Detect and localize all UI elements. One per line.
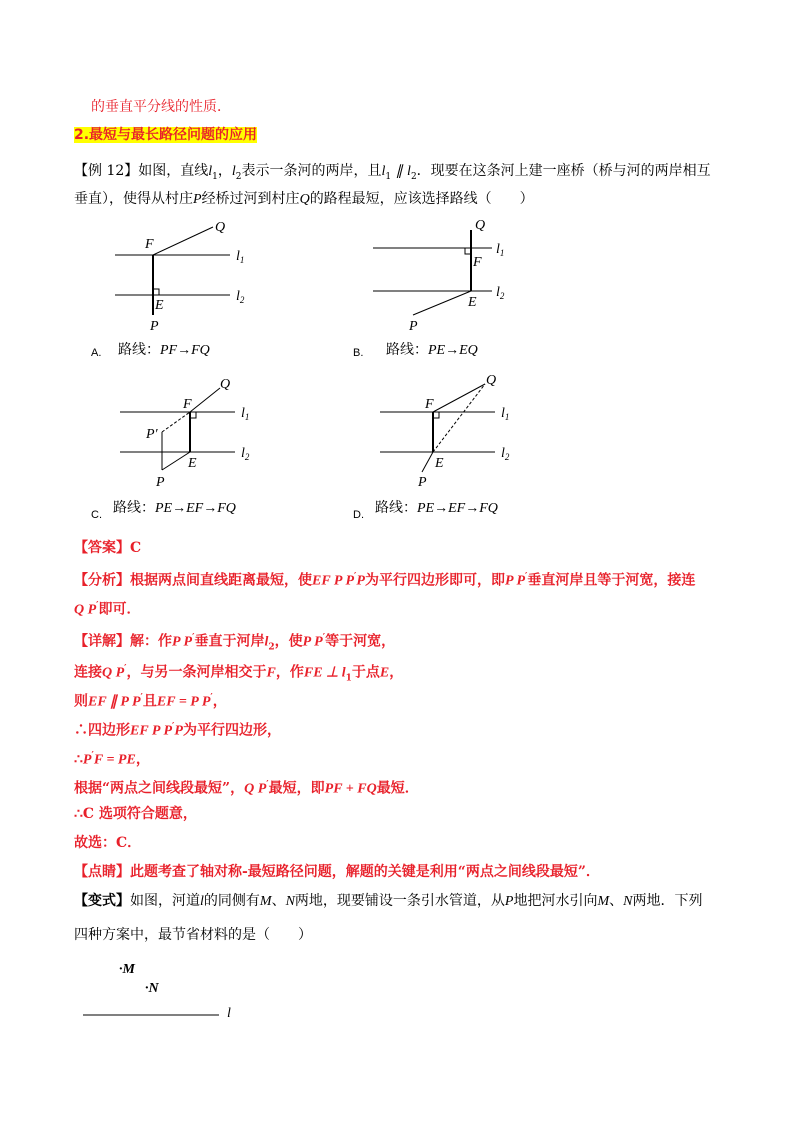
comment-text: 此题考查了轴对称-最短路径问题，解题的关键是利用“两点之间线段最短”． bbox=[130, 864, 600, 880]
detail-text: 于点 bbox=[351, 664, 380, 681]
example-text: 经桥过河到村庄 bbox=[201, 191, 300, 207]
detail-text: ， bbox=[389, 664, 404, 681]
prime: ′ bbox=[210, 693, 213, 703]
label-l2: $l_2$ bbox=[241, 446, 250, 462]
label-n: ·N bbox=[145, 981, 159, 996]
math: P bbox=[356, 573, 365, 589]
math: l bbox=[264, 634, 269, 650]
example-text: 如图，直线 bbox=[138, 163, 209, 179]
example-text: ， bbox=[217, 163, 232, 179]
label-l1: $l_1$ bbox=[236, 249, 245, 265]
line-l2: l bbox=[407, 164, 411, 179]
figure-c bbox=[110, 372, 270, 497]
label-e: E bbox=[435, 456, 444, 471]
label-l: l bbox=[227, 1006, 231, 1021]
variant-text: 两地，现要铺设一条引水管道，从 bbox=[294, 893, 505, 909]
example-tag: 【例 12】 bbox=[74, 163, 139, 179]
figure-a bbox=[105, 215, 265, 340]
detail-line-2 bbox=[74, 659, 403, 688]
label-l2: $l_2$ bbox=[501, 446, 510, 462]
prime: ′ bbox=[172, 722, 175, 732]
detail-line-5 bbox=[74, 746, 150, 771]
route: PF→FQ bbox=[160, 343, 210, 358]
prime: ′ bbox=[140, 693, 143, 703]
subscript: 1 bbox=[385, 171, 392, 182]
detail-text: 垂直于河岸 bbox=[194, 633, 265, 650]
option-a-letter[interactable]: A. bbox=[91, 347, 102, 359]
label-f: F bbox=[473, 255, 482, 270]
variant-text: 如图，河道 bbox=[130, 893, 200, 909]
detail-text: 为平行四边形， bbox=[182, 722, 281, 739]
example-text: 的路程最短，应该选择路线（ ） bbox=[309, 191, 534, 207]
prime: ′ bbox=[91, 751, 94, 761]
label-p: P bbox=[156, 475, 165, 490]
label-l2: $l_2$ bbox=[236, 289, 245, 305]
math: EF P P bbox=[312, 573, 355, 589]
example-line-2 bbox=[74, 189, 534, 210]
detail-tag: 【详解】 bbox=[74, 633, 130, 650]
prime: ′ bbox=[266, 780, 269, 790]
detail-text: ，使 bbox=[274, 633, 303, 650]
line-l1: l bbox=[208, 164, 213, 179]
math: P P bbox=[302, 634, 323, 650]
parallel-symbol: ∥ bbox=[395, 164, 403, 179]
detail-text: ∴ bbox=[74, 751, 83, 768]
caption-prefix: 路线： bbox=[113, 500, 155, 516]
detail-line-3 bbox=[74, 688, 227, 713]
label-l1: $l_1$ bbox=[496, 242, 505, 258]
detail-text: 根据“两点之间线段最短”， bbox=[74, 780, 245, 797]
example-line-1 bbox=[74, 161, 711, 187]
label-l1: $l_1$ bbox=[501, 406, 510, 422]
dashed-p-prime-f bbox=[162, 412, 190, 432]
answer-line bbox=[74, 538, 141, 558]
math: P P bbox=[504, 573, 526, 589]
variant-tag: 【变式】 bbox=[74, 893, 130, 909]
option-a-caption bbox=[118, 339, 210, 359]
math: EF P P bbox=[130, 723, 173, 739]
label-m: ·M bbox=[119, 962, 135, 977]
analysis-text: 根据两点间直线距离最短，使 bbox=[130, 572, 312, 589]
detail-text: 则 bbox=[74, 693, 88, 710]
segment-pe bbox=[413, 291, 471, 315]
segment-pe bbox=[162, 452, 190, 470]
detail-text: 解：作 bbox=[130, 633, 172, 650]
option-d-caption bbox=[375, 497, 498, 517]
label-p-prime: P′ bbox=[146, 427, 158, 442]
label-p: P bbox=[409, 319, 418, 334]
detail-text: 且 bbox=[142, 693, 157, 710]
option-b-letter[interactable]: B. bbox=[353, 347, 364, 359]
detail-text: 连接 bbox=[74, 664, 102, 681]
segment-fq bbox=[433, 384, 485, 412]
subscript: 1 bbox=[345, 673, 352, 684]
math: Q P bbox=[102, 665, 125, 681]
subscript: 2 bbox=[410, 171, 417, 182]
line-l1: l bbox=[381, 164, 386, 179]
label-f: F bbox=[425, 397, 434, 412]
example-text: 表示一条河的两岸，且 bbox=[241, 163, 382, 179]
math: P bbox=[174, 723, 183, 739]
analysis-text: 即可． bbox=[98, 601, 141, 618]
math: N bbox=[623, 894, 633, 909]
math: Q P bbox=[74, 602, 97, 618]
math: N bbox=[285, 894, 295, 909]
option-c-caption bbox=[113, 497, 236, 517]
analysis-text: 垂直河岸且等于河宽，接连 bbox=[527, 572, 696, 589]
math: M bbox=[597, 894, 610, 909]
variant-line-1 bbox=[74, 891, 702, 912]
detail-line-6 bbox=[74, 775, 419, 800]
line-l2: l bbox=[231, 164, 236, 179]
detail-text: 等于河宽， bbox=[325, 633, 396, 650]
detail-text: ， bbox=[135, 751, 150, 768]
route: PE→EF→FQ bbox=[155, 501, 236, 516]
math: P bbox=[82, 752, 92, 768]
detail-text: ，与另一条河岸相交于 bbox=[126, 664, 267, 681]
math: F = PE bbox=[93, 752, 136, 768]
segment-fq bbox=[190, 388, 220, 412]
variant-text: 的同侧有 bbox=[203, 893, 260, 909]
prime: ′ bbox=[192, 633, 195, 643]
label-f: F bbox=[145, 237, 154, 252]
route: PE→EF→FQ bbox=[417, 501, 498, 516]
example-text: 垂直），使得从村庄 bbox=[74, 191, 193, 207]
math: EF = P P bbox=[156, 694, 211, 710]
math: Q P bbox=[244, 781, 267, 797]
caption-prefix: 路线： bbox=[118, 342, 160, 358]
analysis-line-1 bbox=[74, 567, 695, 592]
detail-line-4 bbox=[74, 717, 281, 742]
label-q: Q bbox=[215, 220, 226, 235]
comment-line bbox=[74, 862, 600, 882]
section-title-text: 2.最短与最长路径问题的应用 bbox=[74, 127, 258, 143]
subscript: 2 bbox=[268, 642, 275, 653]
answer-tag: 【答案】 bbox=[74, 540, 130, 556]
option-c-letter[interactable]: C. bbox=[91, 509, 102, 521]
variant-text: 、 bbox=[271, 893, 286, 909]
math: M bbox=[259, 894, 272, 909]
analysis-line-2 bbox=[74, 596, 141, 621]
caption-prefix: 路线： bbox=[375, 500, 417, 516]
subscript: 2 bbox=[235, 171, 242, 182]
analysis-text: 为平行四边形即可，即 bbox=[364, 572, 505, 589]
caption-prefix: 路线： bbox=[386, 342, 428, 358]
segment-pe bbox=[422, 452, 433, 472]
prime: ′ bbox=[322, 633, 326, 643]
detail-line-7: ∴C 选项符合题意， bbox=[74, 806, 197, 822]
math: EF ∥ P P bbox=[88, 694, 141, 710]
label-p: P bbox=[150, 319, 159, 334]
variant-figure bbox=[75, 955, 255, 1025]
label-e: E bbox=[155, 298, 164, 313]
segment-fq bbox=[153, 227, 213, 255]
comment-tag: 【点睛】 bbox=[74, 864, 130, 880]
detail-text: 最短． bbox=[376, 780, 419, 797]
label-l1: $l_1$ bbox=[241, 406, 250, 422]
variant-text: 、 bbox=[609, 893, 624, 909]
variant-text: 地把河水引向 bbox=[513, 893, 598, 909]
math: P bbox=[504, 894, 514, 909]
variant-line-2: 四种方案中，最节省材料的是（ ） bbox=[74, 927, 312, 943]
subscript: 1 bbox=[212, 171, 218, 182]
route: PE→EQ bbox=[428, 343, 478, 358]
analysis-tag: 【分析】 bbox=[74, 572, 130, 589]
math: PF + FQ bbox=[324, 781, 377, 797]
label-q: Q bbox=[475, 218, 486, 233]
figure-d bbox=[370, 372, 530, 497]
example-text: ．现要在这条河上建一座桥（桥与河的两岸相互 bbox=[416, 163, 711, 179]
intro-tail: 的垂直平分线的性质． bbox=[91, 99, 231, 115]
section-title bbox=[74, 125, 257, 145]
label-q: Q bbox=[220, 377, 231, 392]
label-e: E bbox=[188, 456, 197, 471]
prime: ′ bbox=[354, 572, 357, 582]
math: FE ⊥ l bbox=[303, 665, 346, 681]
math: l bbox=[200, 894, 204, 909]
label-l2: $l_2$ bbox=[496, 285, 505, 301]
math: E bbox=[379, 665, 390, 681]
option-d-letter[interactable]: D. bbox=[353, 509, 364, 521]
point-q: Q bbox=[299, 192, 310, 207]
detail-text: ， bbox=[212, 693, 227, 710]
label-f: F bbox=[183, 397, 192, 412]
label-e: E bbox=[468, 295, 477, 310]
point-p: P bbox=[193, 192, 202, 207]
detail-line-1 bbox=[74, 628, 395, 657]
math: F bbox=[266, 665, 276, 681]
detail-text: ∴四边形 bbox=[74, 722, 130, 739]
prime: ′ bbox=[525, 572, 528, 582]
math: P P bbox=[172, 634, 193, 650]
answer-value: C bbox=[130, 540, 142, 556]
figure-b bbox=[365, 210, 530, 340]
prime: ′ bbox=[96, 601, 99, 611]
prime: ′ bbox=[124, 664, 127, 674]
detail-text: 最短，即 bbox=[268, 780, 325, 797]
label-q: Q bbox=[486, 373, 497, 388]
option-b-caption bbox=[386, 339, 478, 359]
variant-text: 两地．下列 bbox=[632, 893, 703, 909]
label-p: P bbox=[418, 475, 427, 490]
detail-text: ，作 bbox=[275, 664, 304, 681]
dashed-eq bbox=[433, 384, 485, 452]
detail-line-8: 故选：C． bbox=[74, 835, 142, 851]
